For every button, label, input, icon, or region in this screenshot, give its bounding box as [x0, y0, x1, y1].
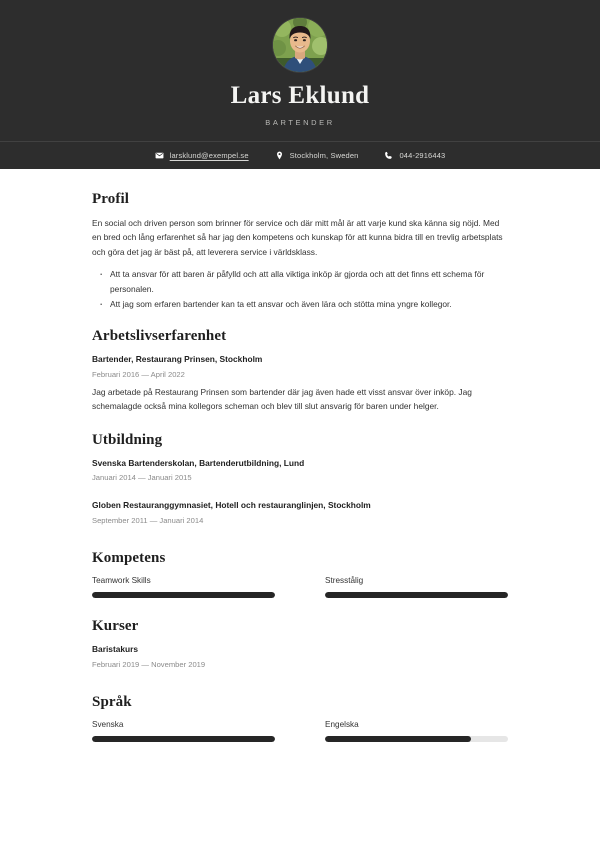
language-label: Svenska: [92, 719, 124, 729]
list-item: · Att jag som erfaren bartender kan ta ett ansvar och även lära och stötta mina yngre kollegor.: [110, 297, 508, 311]
profile-paragraph: En social och driven person som brinner för service och där mitt mål är att varje kund ska känna sig nöjd. Med en bred och lång erfarenhet så har jag den kompetens och kunskap för att kunna bidra till en trevlig arbetsplats och göra det jag är bäst på, att leverera service i världsklass.: [92, 217, 503, 257]
language-item: [325, 719, 508, 742]
phone-icon: [384, 151, 393, 160]
entry-title: Baristakurs: [92, 644, 139, 655]
section-title-profile: Profil: [92, 190, 129, 207]
skill-label: Teamwork Skills: [92, 575, 151, 585]
section-title-experience: Arbetslivserfarenhet: [92, 328, 227, 345]
contact-phone[interactable]: [384, 151, 445, 160]
spacer: [92, 598, 508, 618]
entry-date: Februari 2019 — November 2019: [92, 659, 206, 669]
entry-title: Svenska Bartenderskolan, Bartenderutbildning, Lund: [92, 457, 305, 468]
page-title: Lars Eklund: [230, 82, 370, 109]
skills-grid: [92, 575, 508, 598]
email-text[interactable]: larsklund@exempel.se: [169, 150, 249, 160]
contact-location: [275, 151, 359, 160]
avatar: [273, 18, 327, 72]
skill-bar-track: [92, 592, 275, 598]
spacer: [92, 674, 508, 694]
language-label: Engelska: [325, 719, 359, 729]
skill-item: [92, 575, 275, 598]
course-entry: [92, 643, 508, 671]
skill-item: [325, 575, 508, 598]
section-languages: [92, 694, 508, 742]
job-title: BARTENDER: [265, 117, 335, 127]
contact-email[interactable]: [155, 151, 249, 160]
resume-header: [0, 0, 600, 141]
skill-bar-track: [325, 592, 508, 598]
section-experience: [92, 328, 508, 413]
languages-grid: [92, 719, 508, 742]
section-skills: [92, 550, 508, 598]
contact-bar: [0, 141, 600, 169]
envelope-icon: [155, 151, 164, 160]
entry-title: Bartender, Restaurang Prinsen, Stockholm: [92, 354, 263, 365]
spacer: [92, 487, 508, 499]
section-courses: [92, 618, 508, 671]
map-pin-icon: [275, 151, 284, 160]
resume-body: [0, 169, 600, 742]
entry-date: Januari 2014 — Januari 2015: [92, 473, 192, 483]
language-item: [92, 719, 275, 742]
skill-label: Stresstålig: [325, 575, 364, 585]
section-profile: [92, 191, 508, 312]
language-bar-fill: [92, 736, 275, 742]
skill-bar-fill: [92, 592, 275, 598]
language-bar-track: [325, 736, 508, 742]
language-bar-fill: [325, 736, 471, 742]
section-title-education: Utbildning: [92, 431, 163, 448]
section-title-skills: Kompetens: [92, 549, 166, 566]
education-entry: [92, 457, 508, 485]
skill-bar-fill: [325, 592, 508, 598]
spacer: [92, 312, 508, 328]
section-title-courses: Kurser: [92, 618, 139, 635]
language-bar-track: [92, 736, 275, 742]
experience-entry: [92, 353, 508, 413]
entry-title: Globen Restauranggymnasiet, Hotell och restauranglinjen, Stockholm: [92, 500, 371, 511]
spacer: [92, 416, 508, 432]
section-title-languages: Språk: [92, 693, 132, 710]
entry-description: Jag arbetade på Restaurang Prinsen som bartender där jag även hade ett visst ansvar över inköp. Jag schemalagde också mina kollegors scheman och blev till slut ansvarig för baren under helger.: [92, 386, 472, 412]
spacer: [92, 530, 508, 550]
section-education: [92, 432, 508, 528]
entry-date: Februari 2016 — April 2022: [92, 369, 185, 379]
location-text: Stockholm, Sweden: [289, 150, 359, 160]
profile-bullet-list: [92, 267, 508, 311]
list-item: · Att ta ansvar för att baren är påfylld och att alla viktiga inköp är gjorda och att det finns ett schema för personalen.: [110, 267, 508, 296]
entry-date: September 2011 — Januari 2014: [92, 515, 204, 525]
education-entry: [92, 499, 508, 527]
phone-text[interactable]: 044-2916443: [399, 150, 446, 160]
